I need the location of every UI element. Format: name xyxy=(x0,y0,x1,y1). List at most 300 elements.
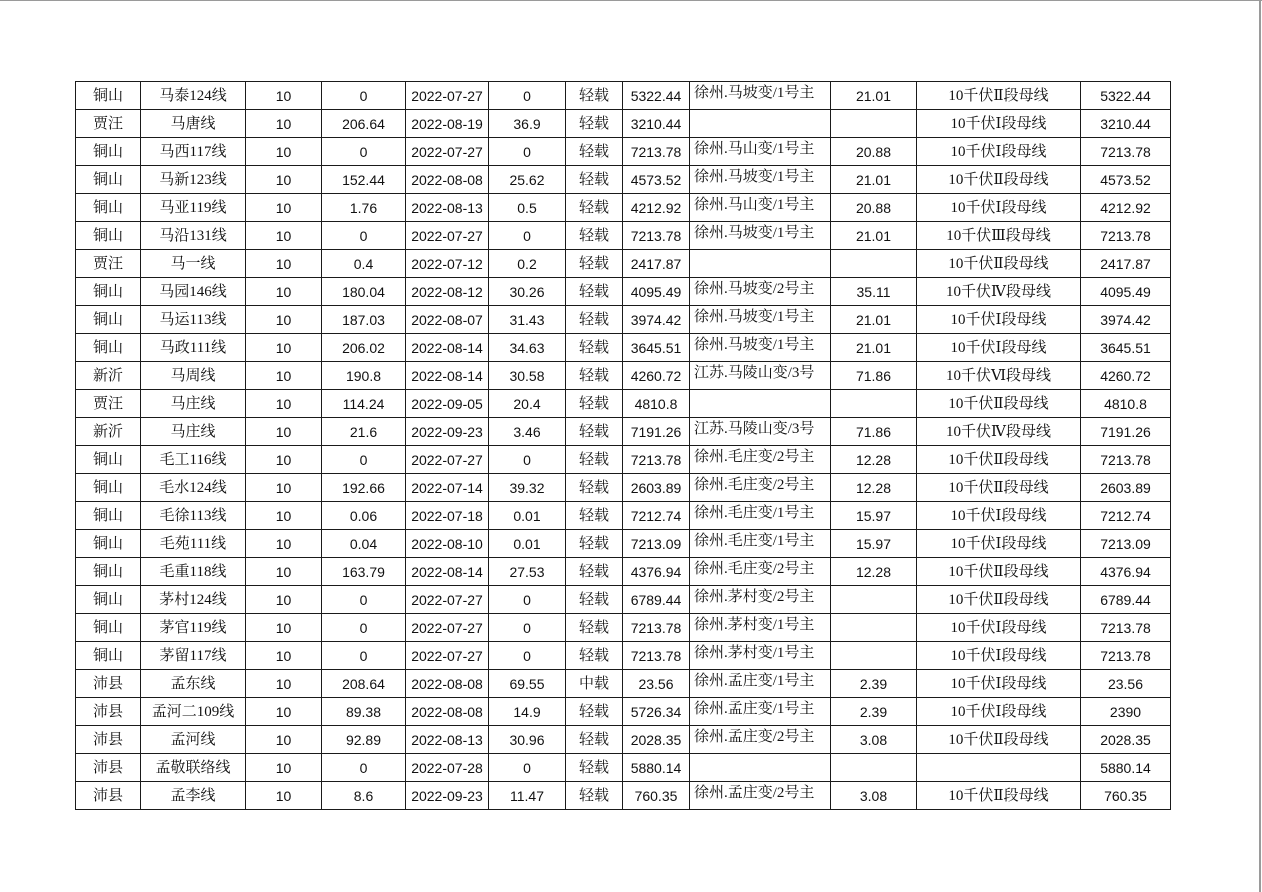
district-cell: 贾汪 xyxy=(76,110,141,138)
voltage-cell: 10 xyxy=(246,642,322,670)
substation-transformer-cell: 徐州.茅村变/2号主 xyxy=(690,586,831,614)
substation-transformer-cell: 徐州.马山变/1号主 xyxy=(690,138,831,166)
transformer-rate-cell: 21.01 xyxy=(831,222,917,250)
voltage-cell: 10 xyxy=(246,390,322,418)
voltage-cell: 10 xyxy=(246,586,322,614)
table-row xyxy=(76,754,1171,782)
load-status-cell: 轻载 xyxy=(566,446,623,474)
capacity-cell: 4573.52 xyxy=(623,166,690,194)
load-rate-cell: 39.32 xyxy=(489,474,566,502)
transformer-rate-cell: 21.01 xyxy=(831,306,917,334)
feeder-load-table xyxy=(75,81,1171,810)
load-value-cell: 0 xyxy=(322,222,406,250)
substation-transformer-cell: 徐州.毛庄变/2号主 xyxy=(690,474,831,502)
date-cell: 2022-09-05 xyxy=(406,390,489,418)
load-status-cell: 轻载 xyxy=(566,642,623,670)
line-name-cell: 马新123线 xyxy=(141,166,246,194)
date-cell: 2022-08-12 xyxy=(406,278,489,306)
date-cell: 2022-07-27 xyxy=(406,614,489,642)
line-name-cell: 孟敬联络线 xyxy=(141,754,246,782)
table-row xyxy=(76,306,1171,334)
busbar-cell: 10千伏Ⅱ段母线 xyxy=(917,782,1081,810)
transformer-rate-cell: 15.97 xyxy=(831,530,917,558)
line-name-cell: 马唐线 xyxy=(141,110,246,138)
load-status-cell: 轻载 xyxy=(566,222,623,250)
date-cell: 2022-07-27 xyxy=(406,446,489,474)
transformer-rate-cell: 21.01 xyxy=(831,166,917,194)
table-row xyxy=(76,110,1171,138)
substation-transformer-cell: 徐州.毛庄变/1号主 xyxy=(690,530,831,558)
load-rate-cell: 30.96 xyxy=(489,726,566,754)
available-capacity-cell: 7213.78 xyxy=(1081,222,1171,250)
available-capacity-cell: 7213.78 xyxy=(1081,446,1171,474)
table-row xyxy=(76,698,1171,726)
voltage-cell: 10 xyxy=(246,670,322,698)
capacity-cell: 5726.34 xyxy=(623,698,690,726)
load-status-cell: 轻载 xyxy=(566,278,623,306)
voltage-cell: 10 xyxy=(246,250,322,278)
table-row xyxy=(76,194,1171,222)
voltage-cell: 10 xyxy=(246,782,322,810)
load-value-cell: 152.44 xyxy=(322,166,406,194)
table-row xyxy=(76,474,1171,502)
load-rate-cell: 69.55 xyxy=(489,670,566,698)
table-row xyxy=(76,726,1171,754)
load-status-cell: 轻载 xyxy=(566,250,623,278)
load-value-cell: 0 xyxy=(322,138,406,166)
district-cell: 沛县 xyxy=(76,726,141,754)
line-name-cell: 茅官119线 xyxy=(141,614,246,642)
busbar-cell: 10千伏Ⅳ段母线 xyxy=(917,418,1081,446)
district-cell: 铜山 xyxy=(76,82,141,110)
date-cell: 2022-07-12 xyxy=(406,250,489,278)
date-cell: 2022-08-08 xyxy=(406,698,489,726)
substation-transformer-cell: 徐州.茅村变/1号主 xyxy=(690,614,831,642)
load-status-cell: 轻载 xyxy=(566,614,623,642)
load-rate-cell: 31.43 xyxy=(489,306,566,334)
available-capacity-cell: 2417.87 xyxy=(1081,250,1171,278)
voltage-cell: 10 xyxy=(246,446,322,474)
district-cell: 沛县 xyxy=(76,698,141,726)
capacity-cell: 2417.87 xyxy=(623,250,690,278)
load-rate-cell: 20.4 xyxy=(489,390,566,418)
transformer-rate-cell: 20.88 xyxy=(831,138,917,166)
busbar-cell: 10千伏Ⅰ段母线 xyxy=(917,110,1081,138)
load-value-cell: 192.66 xyxy=(322,474,406,502)
load-value-cell: 0 xyxy=(322,642,406,670)
table-row xyxy=(76,642,1171,670)
available-capacity-cell: 4376.94 xyxy=(1081,558,1171,586)
transformer-rate-cell xyxy=(831,250,917,278)
busbar-cell: 10千伏Ⅱ段母线 xyxy=(917,586,1081,614)
load-rate-cell: 27.53 xyxy=(489,558,566,586)
capacity-cell: 3645.51 xyxy=(623,334,690,362)
capacity-cell: 7213.78 xyxy=(623,446,690,474)
available-capacity-cell: 7213.78 xyxy=(1081,138,1171,166)
load-rate-cell: 0 xyxy=(489,138,566,166)
load-status-cell: 轻载 xyxy=(566,698,623,726)
transformer-rate-cell xyxy=(831,614,917,642)
load-rate-cell: 0.2 xyxy=(489,250,566,278)
busbar-cell: 10千伏Ⅱ段母线 xyxy=(917,726,1081,754)
load-rate-cell: 0 xyxy=(489,614,566,642)
date-cell: 2022-07-18 xyxy=(406,502,489,530)
available-capacity-cell: 7213.78 xyxy=(1081,614,1171,642)
district-cell: 新沂 xyxy=(76,362,141,390)
substation-transformer-cell: 徐州.茅村变/1号主 xyxy=(690,642,831,670)
district-cell: 铜山 xyxy=(76,446,141,474)
line-name-cell: 马西117线 xyxy=(141,138,246,166)
load-rate-cell: 11.47 xyxy=(489,782,566,810)
voltage-cell: 10 xyxy=(246,418,322,446)
load-rate-cell: 34.63 xyxy=(489,334,566,362)
line-name-cell: 马政111线 xyxy=(141,334,246,362)
line-name-cell: 孟李线 xyxy=(141,782,246,810)
date-cell: 2022-07-27 xyxy=(406,586,489,614)
busbar-cell: 10千伏Ⅵ段母线 xyxy=(917,362,1081,390)
district-cell: 沛县 xyxy=(76,782,141,810)
load-value-cell: 187.03 xyxy=(322,306,406,334)
transformer-rate-cell xyxy=(831,110,917,138)
table-row xyxy=(76,362,1171,390)
transformer-rate-cell: 2.39 xyxy=(831,670,917,698)
substation-transformer-cell xyxy=(690,110,831,138)
load-status-cell: 轻载 xyxy=(566,782,623,810)
load-rate-cell: 0 xyxy=(489,642,566,670)
substation-transformer-cell xyxy=(690,754,831,782)
load-status-cell: 轻载 xyxy=(566,586,623,614)
table-row xyxy=(76,614,1171,642)
district-cell: 铜山 xyxy=(76,642,141,670)
load-value-cell: 0 xyxy=(322,614,406,642)
load-status-cell: 轻载 xyxy=(566,530,623,558)
load-value-cell: 92.89 xyxy=(322,726,406,754)
voltage-cell: 10 xyxy=(246,278,322,306)
load-rate-cell: 30.26 xyxy=(489,278,566,306)
capacity-cell: 23.56 xyxy=(623,670,690,698)
capacity-cell: 7213.78 xyxy=(623,138,690,166)
load-value-cell: 1.76 xyxy=(322,194,406,222)
district-cell: 铜山 xyxy=(76,586,141,614)
transformer-rate-cell: 20.88 xyxy=(831,194,917,222)
capacity-cell: 4095.49 xyxy=(623,278,690,306)
line-name-cell: 马周线 xyxy=(141,362,246,390)
load-value-cell: 180.04 xyxy=(322,278,406,306)
capacity-cell: 4810.8 xyxy=(623,390,690,418)
date-cell: 2022-08-08 xyxy=(406,166,489,194)
available-capacity-cell: 3645.51 xyxy=(1081,334,1171,362)
district-cell: 贾汪 xyxy=(76,250,141,278)
line-name-cell: 毛水124线 xyxy=(141,474,246,502)
district-cell: 铜山 xyxy=(76,278,141,306)
busbar-cell: 10千伏Ⅰ段母线 xyxy=(917,334,1081,362)
available-capacity-cell: 2603.89 xyxy=(1081,474,1171,502)
table-row xyxy=(76,138,1171,166)
available-capacity-cell: 23.56 xyxy=(1081,670,1171,698)
available-capacity-cell: 4095.49 xyxy=(1081,278,1171,306)
table-row xyxy=(76,390,1171,418)
capacity-cell: 7213.78 xyxy=(623,642,690,670)
available-capacity-cell: 4810.8 xyxy=(1081,390,1171,418)
load-value-cell: 208.64 xyxy=(322,670,406,698)
voltage-cell: 10 xyxy=(246,82,322,110)
page-top-border xyxy=(0,0,1262,1)
voltage-cell: 10 xyxy=(246,726,322,754)
line-name-cell: 毛徐113线 xyxy=(141,502,246,530)
load-value-cell: 0.06 xyxy=(322,502,406,530)
available-capacity-cell: 4573.52 xyxy=(1081,166,1171,194)
voltage-cell: 10 xyxy=(246,166,322,194)
load-status-cell: 轻载 xyxy=(566,110,623,138)
load-status-cell: 轻载 xyxy=(566,418,623,446)
busbar-cell: 10千伏Ⅱ段母线 xyxy=(917,474,1081,502)
date-cell: 2022-08-19 xyxy=(406,110,489,138)
transformer-rate-cell: 12.28 xyxy=(831,474,917,502)
busbar-cell: 10千伏Ⅰ段母线 xyxy=(917,642,1081,670)
substation-transformer-cell: 江苏.马陵山变/3号 xyxy=(690,362,831,390)
substation-transformer-cell: 徐州.孟庄变/2号主 xyxy=(690,726,831,754)
capacity-cell: 6789.44 xyxy=(623,586,690,614)
load-value-cell: 0 xyxy=(322,754,406,782)
load-value-cell: 8.6 xyxy=(322,782,406,810)
transformer-rate-cell: 15.97 xyxy=(831,502,917,530)
load-status-cell: 轻载 xyxy=(566,138,623,166)
capacity-cell: 7213.09 xyxy=(623,530,690,558)
district-cell: 铜山 xyxy=(76,474,141,502)
available-capacity-cell: 3974.42 xyxy=(1081,306,1171,334)
substation-transformer-cell: 徐州.毛庄变/2号主 xyxy=(690,558,831,586)
busbar-cell: 10千伏Ⅰ段母线 xyxy=(917,614,1081,642)
district-cell: 沛县 xyxy=(76,754,141,782)
table-row xyxy=(76,558,1171,586)
load-status-cell: 轻载 xyxy=(566,474,623,502)
load-rate-cell: 14.9 xyxy=(489,698,566,726)
transformer-rate-cell xyxy=(831,586,917,614)
available-capacity-cell: 7213.78 xyxy=(1081,642,1171,670)
load-rate-cell: 30.58 xyxy=(489,362,566,390)
load-status-cell: 轻载 xyxy=(566,726,623,754)
available-capacity-cell: 5322.44 xyxy=(1081,82,1171,110)
line-name-cell: 孟河线 xyxy=(141,726,246,754)
busbar-cell: 10千伏Ⅰ段母线 xyxy=(917,194,1081,222)
date-cell: 2022-09-23 xyxy=(406,782,489,810)
voltage-cell: 10 xyxy=(246,558,322,586)
table-row xyxy=(76,418,1171,446)
district-cell: 铜山 xyxy=(76,334,141,362)
load-status-cell: 轻载 xyxy=(566,306,623,334)
load-value-cell: 114.24 xyxy=(322,390,406,418)
capacity-cell: 2603.89 xyxy=(623,474,690,502)
load-value-cell: 0 xyxy=(322,586,406,614)
substation-transformer-cell: 徐州.毛庄变/2号主 xyxy=(690,446,831,474)
substation-transformer-cell: 徐州.马坡变/2号主 xyxy=(690,278,831,306)
line-name-cell: 马沿131线 xyxy=(141,222,246,250)
load-rate-cell: 0 xyxy=(489,82,566,110)
busbar-cell: 10千伏Ⅱ段母线 xyxy=(917,82,1081,110)
line-name-cell: 马园146线 xyxy=(141,278,246,306)
line-name-cell: 马庄线 xyxy=(141,390,246,418)
line-name-cell: 茅留117线 xyxy=(141,642,246,670)
district-cell: 铜山 xyxy=(76,502,141,530)
date-cell: 2022-08-08 xyxy=(406,670,489,698)
capacity-cell: 3210.44 xyxy=(623,110,690,138)
transformer-rate-cell: 12.28 xyxy=(831,446,917,474)
date-cell: 2022-08-10 xyxy=(406,530,489,558)
date-cell: 2022-08-14 xyxy=(406,334,489,362)
load-value-cell: 206.64 xyxy=(322,110,406,138)
busbar-cell: 10千伏Ⅱ段母线 xyxy=(917,558,1081,586)
transformer-rate-cell: 3.08 xyxy=(831,726,917,754)
load-rate-cell: 0 xyxy=(489,222,566,250)
capacity-cell: 7212.74 xyxy=(623,502,690,530)
available-capacity-cell: 760.35 xyxy=(1081,782,1171,810)
date-cell: 2022-07-14 xyxy=(406,474,489,502)
voltage-cell: 10 xyxy=(246,222,322,250)
voltage-cell: 10 xyxy=(246,194,322,222)
transformer-rate-cell xyxy=(831,642,917,670)
substation-transformer-cell: 江苏.马陵山变/3号 xyxy=(690,418,831,446)
district-cell: 贾汪 xyxy=(76,390,141,418)
substation-transformer-cell: 徐州.马坡变/1号主 xyxy=(690,166,831,194)
substation-transformer-cell: 徐州.马坡变/1号主 xyxy=(690,222,831,250)
transformer-rate-cell: 21.01 xyxy=(831,82,917,110)
busbar-cell xyxy=(917,754,1081,782)
busbar-cell: 10千伏Ⅳ段母线 xyxy=(917,278,1081,306)
voltage-cell: 10 xyxy=(246,306,322,334)
date-cell: 2022-07-27 xyxy=(406,642,489,670)
voltage-cell: 10 xyxy=(246,334,322,362)
load-rate-cell: 0.01 xyxy=(489,502,566,530)
available-capacity-cell: 6789.44 xyxy=(1081,586,1171,614)
substation-transformer-cell: 徐州.马坡变/1号主 xyxy=(690,82,831,110)
table-row xyxy=(76,334,1171,362)
busbar-cell: 10千伏Ⅱ段母线 xyxy=(917,446,1081,474)
district-cell: 铜山 xyxy=(76,558,141,586)
busbar-cell: 10千伏Ⅱ段母线 xyxy=(917,390,1081,418)
load-value-cell: 89.38 xyxy=(322,698,406,726)
load-status-cell: 轻载 xyxy=(566,82,623,110)
line-name-cell: 孟河二109线 xyxy=(141,698,246,726)
substation-transformer-cell: 徐州.马坡变/1号主 xyxy=(690,334,831,362)
district-cell: 沛县 xyxy=(76,670,141,698)
date-cell: 2022-07-28 xyxy=(406,754,489,782)
line-name-cell: 马运113线 xyxy=(141,306,246,334)
transformer-rate-cell: 71.86 xyxy=(831,362,917,390)
load-status-cell: 轻载 xyxy=(566,754,623,782)
transformer-rate-cell: 3.08 xyxy=(831,782,917,810)
table-row xyxy=(76,670,1171,698)
available-capacity-cell: 7212.74 xyxy=(1081,502,1171,530)
load-rate-cell: 0.5 xyxy=(489,194,566,222)
load-rate-cell: 36.9 xyxy=(489,110,566,138)
line-name-cell: 茅村124线 xyxy=(141,586,246,614)
transformer-rate-cell: 2.39 xyxy=(831,698,917,726)
date-cell: 2022-08-14 xyxy=(406,558,489,586)
page-right-border xyxy=(1259,0,1261,892)
table-row xyxy=(76,530,1171,558)
busbar-cell: 10千伏Ⅰ段母线 xyxy=(917,698,1081,726)
date-cell: 2022-09-23 xyxy=(406,418,489,446)
district-cell: 新沂 xyxy=(76,418,141,446)
district-cell: 铜山 xyxy=(76,306,141,334)
table-row xyxy=(76,166,1171,194)
voltage-cell: 10 xyxy=(246,138,322,166)
load-value-cell: 190.8 xyxy=(322,362,406,390)
load-status-cell: 轻载 xyxy=(566,502,623,530)
capacity-cell: 5880.14 xyxy=(623,754,690,782)
table-row xyxy=(76,250,1171,278)
substation-transformer-cell xyxy=(690,250,831,278)
district-cell: 铜山 xyxy=(76,166,141,194)
line-name-cell: 孟东线 xyxy=(141,670,246,698)
load-rate-cell: 0 xyxy=(489,586,566,614)
voltage-cell: 10 xyxy=(246,502,322,530)
district-cell: 铜山 xyxy=(76,530,141,558)
transformer-rate-cell: 21.01 xyxy=(831,334,917,362)
available-capacity-cell: 3210.44 xyxy=(1081,110,1171,138)
load-status-cell: 轻载 xyxy=(566,334,623,362)
line-name-cell: 马一线 xyxy=(141,250,246,278)
table-body xyxy=(76,82,1171,810)
line-name-cell: 马庄线 xyxy=(141,418,246,446)
busbar-cell: 10千伏Ⅰ段母线 xyxy=(917,530,1081,558)
load-rate-cell: 0.01 xyxy=(489,530,566,558)
busbar-cell: 10千伏Ⅱ段母线 xyxy=(917,250,1081,278)
capacity-cell: 4260.72 xyxy=(623,362,690,390)
voltage-cell: 10 xyxy=(246,110,322,138)
date-cell: 2022-07-27 xyxy=(406,222,489,250)
substation-transformer-cell: 徐州.马坡变/1号主 xyxy=(690,306,831,334)
capacity-cell: 7191.26 xyxy=(623,418,690,446)
transformer-rate-cell xyxy=(831,390,917,418)
capacity-cell: 7213.78 xyxy=(623,222,690,250)
voltage-cell: 10 xyxy=(246,698,322,726)
busbar-cell: 10千伏Ⅰ段母线 xyxy=(917,670,1081,698)
busbar-cell: 10千伏Ⅰ段母线 xyxy=(917,138,1081,166)
capacity-cell: 5322.44 xyxy=(623,82,690,110)
load-rate-cell: 0 xyxy=(489,754,566,782)
load-status-cell: 轻载 xyxy=(566,558,623,586)
district-cell: 铜山 xyxy=(76,222,141,250)
capacity-cell: 7213.78 xyxy=(623,614,690,642)
voltage-cell: 10 xyxy=(246,362,322,390)
load-status-cell: 轻载 xyxy=(566,362,623,390)
transformer-rate-cell xyxy=(831,754,917,782)
load-value-cell: 0.04 xyxy=(322,530,406,558)
available-capacity-cell: 2390 xyxy=(1081,698,1171,726)
date-cell: 2022-07-27 xyxy=(406,138,489,166)
substation-transformer-cell: 徐州.毛庄变/1号主 xyxy=(690,502,831,530)
available-capacity-cell: 4260.72 xyxy=(1081,362,1171,390)
load-value-cell: 0 xyxy=(322,82,406,110)
load-status-cell: 轻载 xyxy=(566,194,623,222)
substation-transformer-cell xyxy=(690,390,831,418)
load-rate-cell: 0 xyxy=(489,446,566,474)
load-status-cell: 轻载 xyxy=(566,166,623,194)
district-cell: 铜山 xyxy=(76,138,141,166)
line-name-cell: 毛苑111线 xyxy=(141,530,246,558)
voltage-cell: 10 xyxy=(246,614,322,642)
busbar-cell: 10千伏Ⅲ段母线 xyxy=(917,222,1081,250)
transformer-rate-cell: 35.11 xyxy=(831,278,917,306)
capacity-cell: 760.35 xyxy=(623,782,690,810)
line-name-cell: 马泰124线 xyxy=(141,82,246,110)
capacity-cell: 2028.35 xyxy=(623,726,690,754)
load-value-cell: 0.4 xyxy=(322,250,406,278)
available-capacity-cell: 2028.35 xyxy=(1081,726,1171,754)
load-value-cell: 206.02 xyxy=(322,334,406,362)
busbar-cell: 10千伏Ⅱ段母线 xyxy=(917,166,1081,194)
